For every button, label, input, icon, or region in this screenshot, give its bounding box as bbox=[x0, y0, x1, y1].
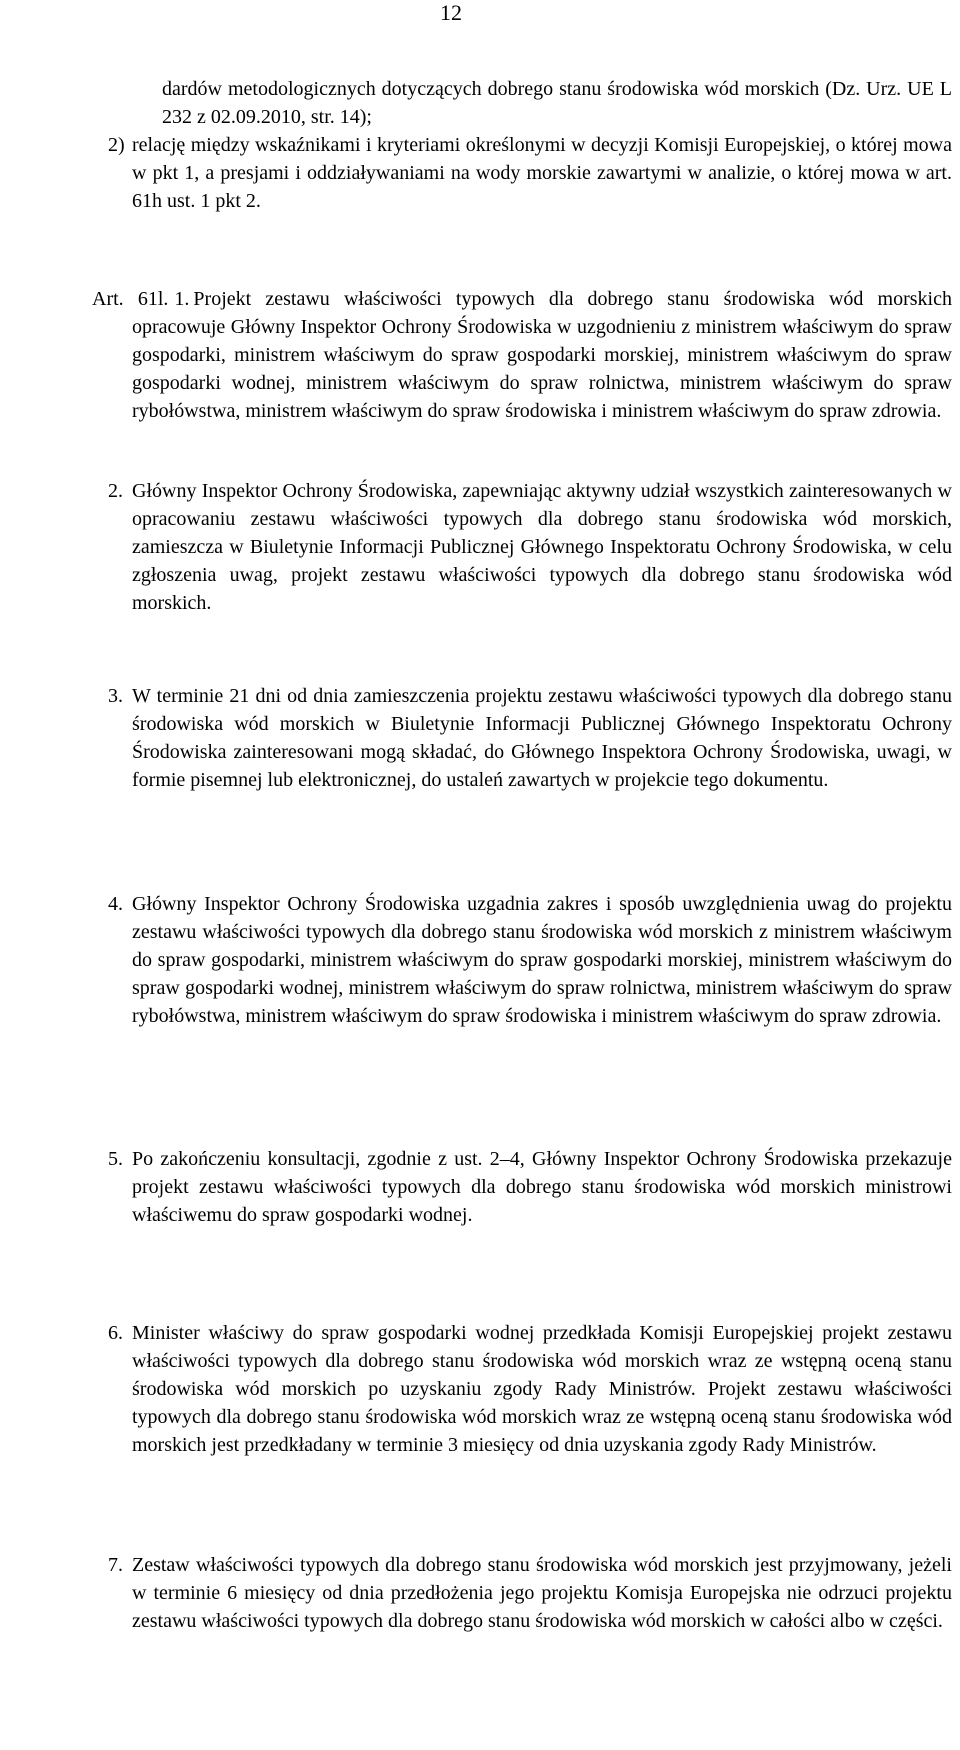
paragraph-text: W terminie 21 dni od dnia zamieszczenia projektu zestawu właściwości typowych dla dobrego stanu środowiska wód morskich w Biuletynie Informacji Publicznej Głównego Inspektoratu Ochrony Środowiska zainteresowani mogą składać, do Głównego Inspektora Ochrony Środowiska, uwagi, w formie pisemnej lub elektronicznej, do ustaleń zawartych w projekcie tego dokumentu. bbox=[132, 685, 952, 791]
paragraph-number: 5. bbox=[108, 1148, 123, 1170]
paragraph-text: Po zakończeniu konsultacji, zgodnie z ust. 2–4, Główny Inspektor Ochrony Środowiska przekazuje projekt zestawu właściwości typowych dla dobrego stanu środowiska wód morskich ministrowi właściwemu do spraw gospodarki wodnej. bbox=[132, 1148, 952, 1226]
paragraph-number: 7. bbox=[108, 1554, 123, 1576]
paragraph-number: 3. bbox=[108, 685, 123, 707]
paragraph-5 bbox=[108, 1145, 952, 1229]
paragraph-number: 2. bbox=[108, 480, 123, 502]
paragraph-text: Główny Inspektor Ochrony Środowiska uzgadnia zakres i sposób uwzględnienia uwag do projektu zestawu właściwości typowych dla dobrego stanu środowiska wód morskich z ministrem właściwym do spraw gospodarki, ministrem właściwym do spraw gospodarki morskiej, ministrem właściwym do spraw gospodarki wodnej, ministrem właściwym do spraw rolnictwa, ministrem właściwym do spraw rybołówstwa, ministrem właściwym do spraw środowiska i ministrem właściwym do spraw zdrowia. bbox=[132, 893, 952, 1027]
article-61l-paragraph-1 bbox=[92, 285, 952, 425]
page-number: 12 bbox=[440, 0, 462, 25]
continuation-text: dardów metodologicznych dotyczących dobrego stanu środowiska wód morskich (Dz. Urz. UE L 232 z 02.09.2010, str. 14); bbox=[162, 78, 952, 128]
paragraph-4 bbox=[108, 890, 952, 1030]
paragraph-text: Zestaw właściwości typowych dla dobrego stanu środowiska wód morskich jest przyjmowany, jeżeli w terminie 6 miesięcy od dnia przedłożenia jego projektu Komisja Europejska nie odrzuci projektu zestawu właściwości typowych dla dobrego stanu środowiska wód morskich w całości albo w części. bbox=[132, 1554, 952, 1632]
paragraph-number: 6. bbox=[108, 1322, 123, 1344]
article-label: Art. 61l. bbox=[92, 288, 169, 310]
paragraph-text: Główny Inspektor Ochrony Środowiska, zapewniając aktywny udział wszystkich zainteresowanych w opracowaniu zestawu właściwości typowych dla dobrego stanu środowiska wód morskich, zamieszcza w Biuletynie Informacji Publicznej Głównego Inspektoratu Ochrony Środowiska, w celu zgłoszenia uwag, projekt zestawu właściwości typowych dla dobrego stanu środowiska wód morskich. bbox=[132, 480, 952, 614]
list-item-text: relację między wskaźnikami i kryteriami określonymi w decyzji Komisji Europejskiej, o której mowa w pkt 1, a presjami i oddziaływaniami na wody morskie zawartymi w analizie, o której mowa w art. 61h ust. 1 pkt 2. bbox=[132, 134, 952, 212]
paragraph-7 bbox=[108, 1551, 952, 1635]
list-item-number: 2) bbox=[108, 134, 125, 156]
paragraph-2 bbox=[108, 477, 952, 617]
paragraph-number: 1. bbox=[174, 288, 190, 310]
list-item-point-2 bbox=[108, 131, 952, 215]
paragraph-3 bbox=[108, 682, 952, 794]
paragraph-6 bbox=[108, 1319, 952, 1459]
paragraph-number: 4. bbox=[108, 893, 123, 915]
paragraph-text: Projekt zestawu właściwości typowych dla dobrego stanu środowiska wód morskich opracowuje Główny Inspektor Ochrony Środowiska w uzgodnieniu z ministrem właściwym do spraw gospodarki, ministrem właściwym do spraw gospodarki morskiej, ministrem właściwym do spraw gospodarki wodnej, ministrem właściwym do spraw rolnictwa, ministrem właściwym do spraw rybołówstwa, ministrem właściwym do spraw środowiska i ministrem właściwym do spraw zdrowia. bbox=[132, 288, 952, 422]
paragraph-text: Minister właściwy do spraw gospodarki wodnej przedkłada Komisji Europejskiej projekt zestawu właściwości typowych dla dobrego stanu środowiska wód morskich wraz ze wstępną oceną stanu środowiska wód morskich po uzyskaniu zgody Rady Ministrów. Projekt zestawu właściwości typowych dla dobrego stanu środowiska wód morskich wraz ze wstępną oceną stanu środowiska wód morskich jest przedkładany w terminie 3 miesięcy od dnia uzyskania zgody Rady Ministrów. bbox=[132, 1322, 952, 1456]
